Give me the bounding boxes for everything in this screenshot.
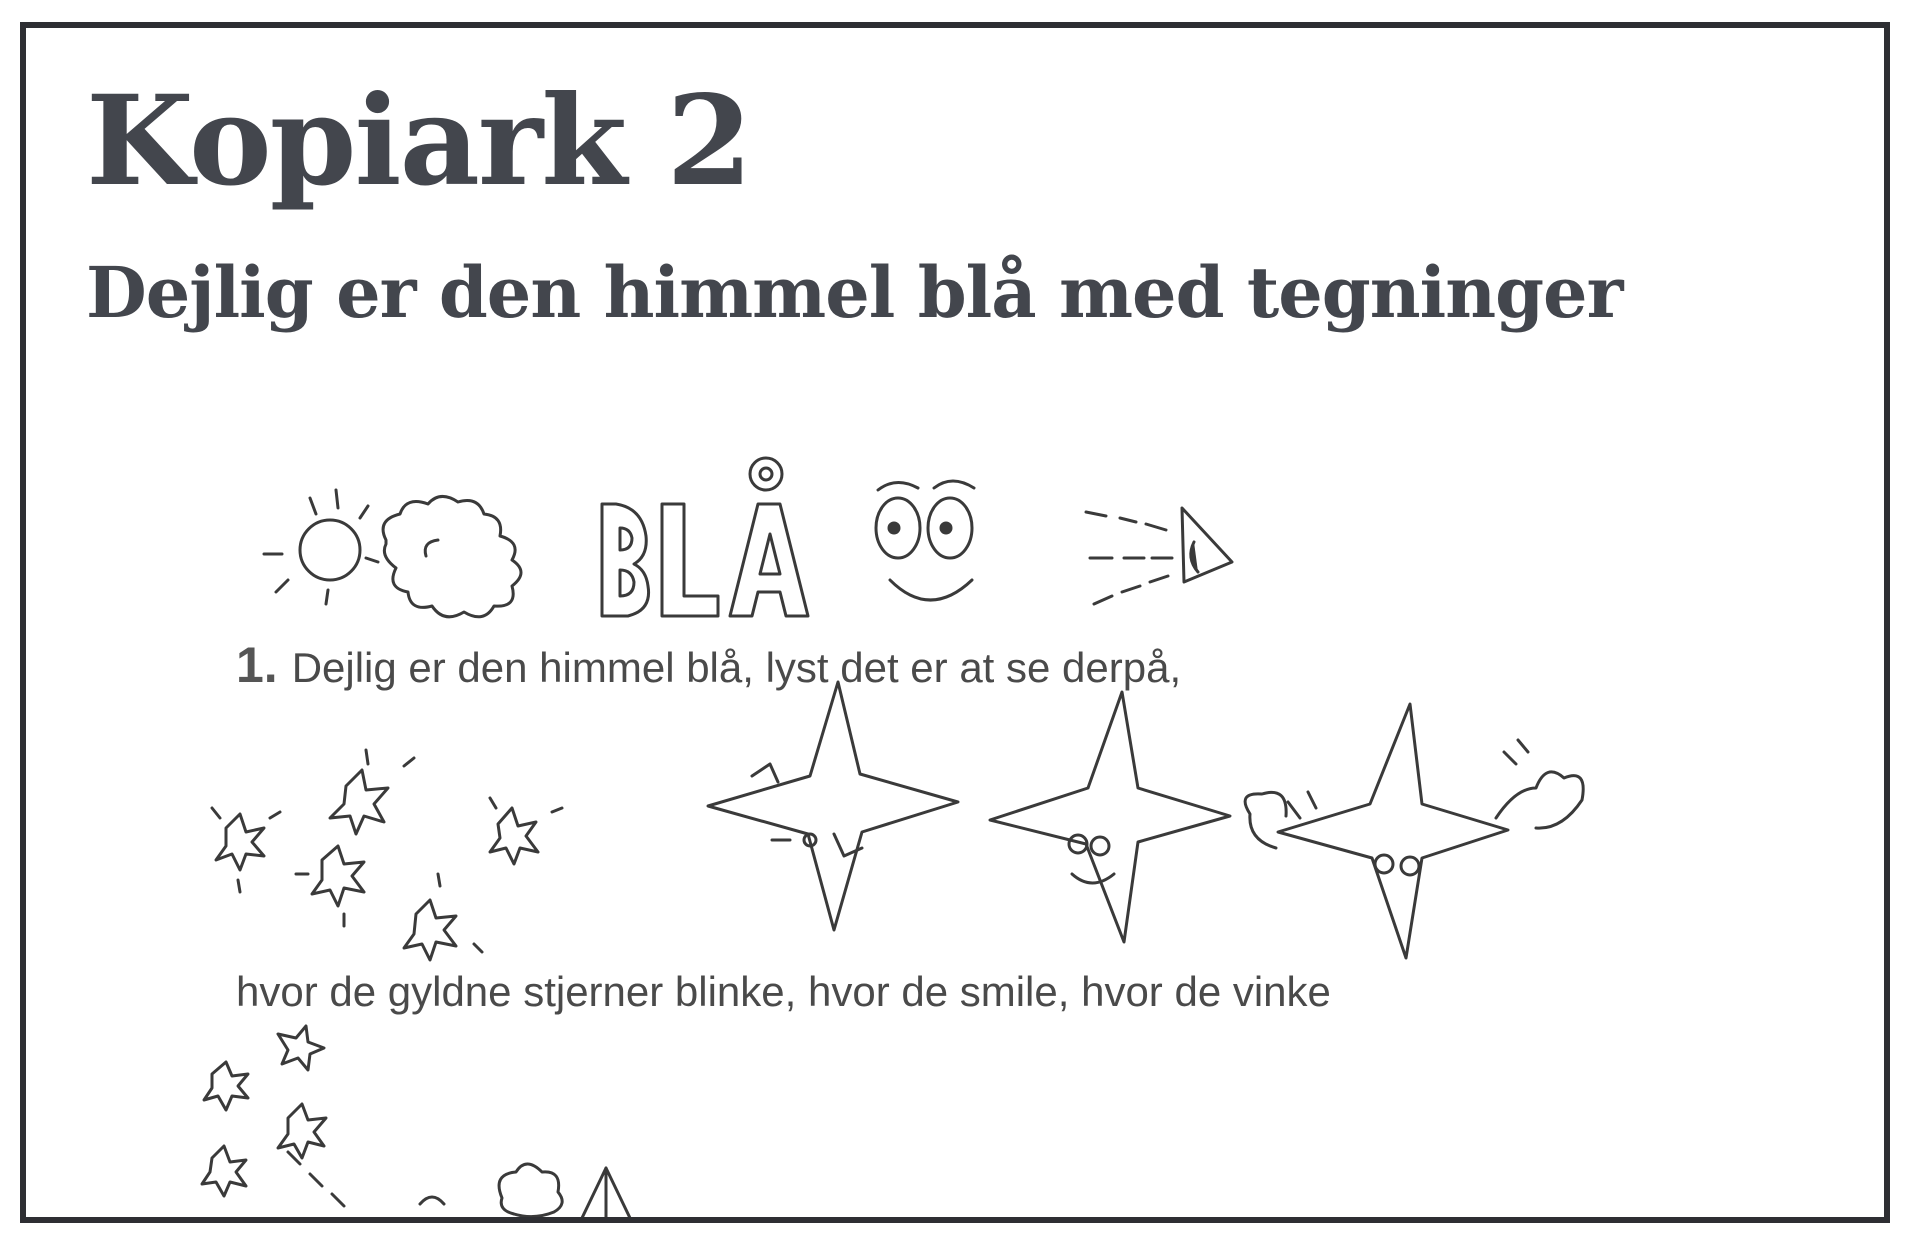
verse-line-1 <box>236 636 1181 694</box>
sun-icon <box>264 490 378 604</box>
verse-number: 1. <box>236 637 278 693</box>
twinkling-stars-drawing <box>212 750 562 960</box>
bla-letters-drawing <box>602 458 808 616</box>
worksheet-frame <box>20 22 1890 1223</box>
eye-icon <box>1086 508 1232 604</box>
bottom-doodles <box>202 1026 630 1217</box>
verse-line-1-text: Dejlig er den himmel blå, lyst det er at se derpå, <box>291 644 1182 691</box>
page-subtitle: Dejlig er den himmel blå med tegninger <box>86 251 1623 334</box>
smiling-face-icon <box>876 481 974 600</box>
illustrations <box>26 28 1884 1217</box>
verse-line-2: hvor de gyldne stjerner blinke, hvor de smile, hvor de vinke <box>236 968 1331 1015</box>
page-title: Kopiark 2 <box>86 69 751 214</box>
cloud-icon <box>383 496 521 616</box>
big-star-drawing <box>708 682 958 930</box>
waving-star-drawing <box>1245 704 1583 958</box>
smiling-star-drawing <box>990 692 1230 942</box>
